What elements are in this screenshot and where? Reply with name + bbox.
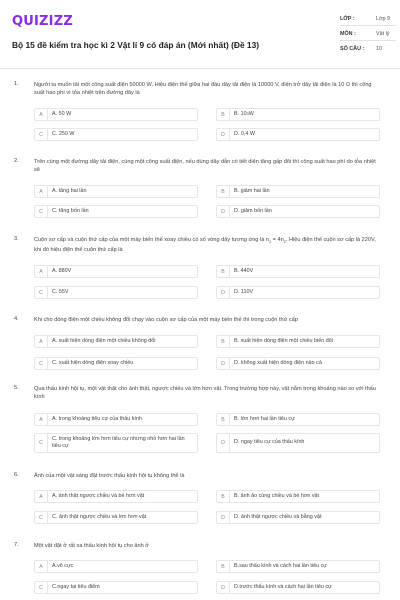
option-b[interactable]	[216, 108, 380, 121]
option-letter: B	[217, 186, 230, 197]
question-number: 2.	[14, 158, 19, 164]
question-number: 6.	[14, 472, 19, 478]
option-letter: D	[217, 287, 230, 298]
meta-row-question-count	[340, 42, 396, 56]
option-d[interactable]	[216, 357, 380, 370]
question-text: Cuộn sơ cấp và cuộn thứ cấp của một máy biến thế xoay chiều có số vòng dây tương ứng là $n_1 = 4n_2$. Hiệu điện thế cuộn sơ cấp là 220V, khi đó hiệu điện thế cuộn thứ cấp là	[34, 237, 376, 253]
option-text: D. 0,4 W	[234, 130, 255, 137]
option-text: D. không xuất hiện dòng điện nào cả	[234, 359, 322, 366]
option-text: C. ảnh thật ngược chiều và lớn hơn vật	[52, 513, 147, 520]
option-a[interactable]	[34, 185, 198, 198]
option-letter: B	[217, 414, 230, 425]
worksheet-header	[10, 10, 390, 66]
option-b[interactable]	[216, 560, 380, 573]
option-letter: C	[35, 129, 48, 140]
question-number: 5.	[14, 385, 19, 391]
option-text: C. 55V	[52, 288, 69, 295]
option-c[interactable]	[34, 433, 198, 453]
option-text: D. giảm bốn lần	[234, 207, 272, 214]
option-text: D. ngay tiêu cự của thấu kính	[234, 439, 305, 446]
option-d[interactable]	[216, 581, 380, 594]
option-letter: C	[35, 512, 48, 523]
option-d[interactable]	[216, 128, 380, 141]
option-letter: A	[35, 491, 48, 502]
option-text: B. xuất hiện dòng điện một chiều biến đổi	[234, 337, 333, 344]
option-a[interactable]	[34, 335, 198, 348]
option-letter: A	[35, 266, 48, 277]
meta-row-class	[340, 12, 396, 26]
option-letter: A	[35, 414, 48, 425]
option-text: D. ảnh thật ngược chiều và bằng vật	[234, 513, 322, 520]
option-text: A. xuất hiện dòng điện một chiều không đổi	[52, 337, 156, 344]
option-c[interactable]	[34, 205, 198, 218]
option-text: C.ngay tại tiêu điểm	[52, 583, 100, 590]
option-a[interactable]	[34, 108, 198, 121]
option-letter: C	[35, 358, 48, 369]
meta-label: LỚP :	[340, 16, 355, 22]
header-divider	[0, 68, 400, 69]
option-d[interactable]	[216, 205, 380, 218]
option-letter: D	[217, 582, 230, 593]
option-text: C. 250 W	[52, 130, 75, 137]
option-c[interactable]	[34, 357, 198, 370]
option-letter: B	[217, 266, 230, 277]
option-c[interactable]	[34, 286, 198, 299]
question-text: Trên cùng một đường dây tải điện, cùng một công suất điện, nếu dùng dây dẫn có tiết diện tăng gấp đôi thì công suất hao phí do tỏa nhiệt sẽ	[34, 159, 376, 174]
option-text: C. tăng bốn lần	[52, 207, 89, 214]
option-letter: C	[35, 582, 48, 593]
option-letter: A	[35, 336, 48, 347]
option-letter: C	[35, 206, 48, 217]
option-a[interactable]	[34, 490, 198, 503]
question-number: 4.	[14, 316, 19, 322]
option-letter: D	[217, 512, 230, 523]
option-b[interactable]	[216, 490, 380, 503]
option-text: B. 10 3 W	[234, 110, 254, 117]
meta-label: MÔN :	[340, 31, 356, 37]
option-letter: B	[217, 491, 230, 502]
option-text: C. xuất hiện dòng điện xoay chiều	[52, 359, 134, 366]
option-letter: D	[217, 434, 230, 452]
option-c[interactable]	[34, 128, 198, 141]
option-c[interactable]	[34, 581, 198, 594]
option-c[interactable]	[34, 511, 198, 524]
option-text: A. tăng hai lần	[52, 187, 87, 194]
question-text: Người ta muốn tải một công suất điện 50000 W. Hiệu điện thế giữa hai đầu dây tải điện là 10000 V, điện trở dây tải điện là 10 Ω thì công suất hao phí vì tỏa nhiệt trên đường dây là	[34, 82, 372, 97]
option-text: A.vô cực	[52, 562, 74, 569]
option-b[interactable]	[216, 413, 380, 426]
option-text: A. trong khoảng tiêu cự của thấu kính	[52, 415, 142, 422]
option-letter: A	[35, 186, 48, 197]
question-text: Qua thấu kính hội tụ, một vật thật cho ảnh thật, ngược chiều và lớn hơn vật. Trong trường hợp này, vật nằm trong khoảng nào so với thấu kính	[34, 386, 376, 401]
option-text: A. 880V	[52, 267, 72, 274]
option-a[interactable]	[34, 265, 198, 278]
option-letter: B	[217, 561, 230, 572]
option-a[interactable]	[34, 560, 198, 573]
question-text: Ảnh của một vật sáng đặt trước thấu kính hội tụ không thể là	[34, 473, 185, 479]
question-number: 3.	[14, 236, 19, 242]
option-b[interactable]	[216, 335, 380, 348]
option-text: A. ảnh thật ngược chiều và bé hơn vật	[52, 492, 145, 499]
meta-value: 10	[376, 46, 382, 52]
question-number: 7.	[14, 542, 19, 548]
quizizz-logo: QUIZIZZ	[12, 14, 73, 29]
option-letter: D	[217, 358, 230, 369]
meta-row-subject	[340, 27, 396, 41]
meta-value: Vật lý	[376, 31, 390, 37]
option-text: B. 440V	[234, 267, 254, 274]
option-d[interactable]	[216, 511, 380, 524]
question-text: Khi cho dòng điện một chiều không đổi chạy vào cuộn sơ cấp của một máy biến thế thì trong cuộn thứ cấp	[34, 317, 298, 323]
option-d[interactable]	[216, 286, 380, 299]
meta-label: SỐ CÂU :	[340, 46, 365, 52]
option-text: C. trong khoảng lớn hơn tiêu cự nhưng nhỏ hơn hai lần tiêu cự	[52, 435, 185, 449]
option-text: A. 50 W	[52, 110, 72, 117]
option-letter: B	[217, 109, 230, 120]
option-text: D.trước thấu kính và cách hai lần tiêu cự	[234, 583, 332, 590]
option-letter: D	[217, 206, 230, 217]
option-text: B. ảnh ảo cùng chiều và bé hơn vật	[234, 492, 320, 499]
option-letter: A	[35, 109, 48, 120]
option-a[interactable]	[34, 413, 198, 426]
option-letter: C	[35, 287, 48, 298]
option-b[interactable]	[216, 265, 380, 278]
option-text: B. giảm hai lần	[234, 187, 270, 194]
option-b[interactable]	[216, 185, 380, 198]
option-d[interactable]	[216, 433, 380, 453]
option-letter: C	[35, 434, 48, 452]
page-title: Bộ 15 đề kiểm tra học kì 2 Vật lí 9 có đáp án (Mới nhất) (Đề 13)	[12, 40, 260, 50]
option-letter: A	[35, 561, 48, 572]
question-text: Một vật đặt ở rất xa thấu kính hội tụ cho ảnh ở	[34, 543, 149, 549]
option-text: B. lớn hơn hai lần tiêu cự	[234, 415, 295, 422]
meta-value: Lớp 9	[376, 16, 391, 22]
option-letter: D	[217, 129, 230, 140]
option-letter: B	[217, 336, 230, 347]
question-number: 1.	[14, 81, 19, 87]
option-text: D. 110V	[234, 288, 254, 295]
option-text: B.sau thấu kính và cách hai lần tiêu cự	[234, 562, 327, 569]
